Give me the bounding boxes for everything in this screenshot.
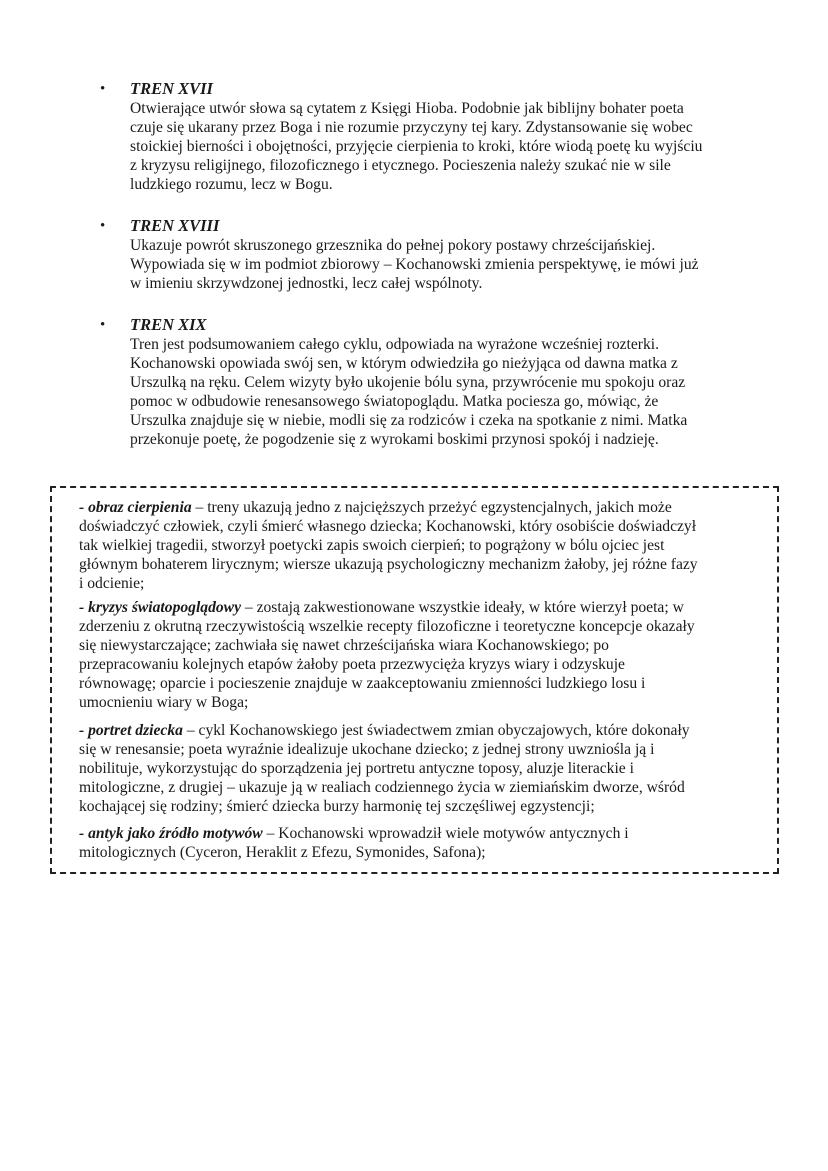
summary-paragraph-portret [79,721,779,816]
tren-description [130,99,760,194]
text-line: się w renesansie; poeta wyraźnie idealizuje ukochane dziecko; z jednej strony uwzniośla ją i [79,741,655,758]
term-definition: – treny ukazują jedno z najcięższych przeżyć egzystencjalnych, jakich może [191,499,672,516]
text-line: pomoc w odbudowie renesansowego światopoglądu. Matka pociesza go, mówiąc, że [130,393,659,410]
summary-box [50,486,779,874]
text-line: zderzeniu z okrutną rzeczywistością wszelkie recepty filozoficzne i teoretyczne koncepcje okazały [79,618,695,635]
tren-title: TREN XVIII [130,216,220,235]
summary-paragraph-obraz-cierpienia [79,498,779,593]
summary-paragraph-kryzys [79,598,779,712]
term: - portret dziecka [79,722,183,739]
term: - antyk jako źródło motywów [79,825,263,842]
text-line: umocnieniu wiary w Boga; [79,694,249,711]
text-line: przekonuje poetę, że pogodzenie się z wyrokami boskimi przynosi spokój i nadzieję. [130,431,659,448]
tren-description [130,335,760,449]
term: - kryzys światopoglądowy [79,599,241,616]
text-line: Kochanowski opowiada swój sen, w którym odwiedziła go nieżyjąca od dawna matka z [130,355,678,372]
text-line: nobilituje, wykorzystując do sporządzenia jej portretu antyczne toposy, aluzje literackie i [79,760,634,777]
text-line: mitologiczne, z drugiej – ukazuje ją w realiach codziennego życia w ziemiańskim dworze, wśród [79,779,685,796]
text-line: przepracowaniu kolejnych etapów żałoby poeta przezwycięża kryzys wiary i odzyskuje [79,656,625,673]
text-line: mitologicznych (Cyceron, Heraklit z Efezu, Symonides, Safona); [79,844,486,861]
text-line: Wypowiada się w im podmiot zbiorowy – Kochanowski zmienia perspektywę, ie mówi już [130,256,699,273]
text-line: czuje się ukarany przez Boga i nie rozumie przyczyny tej kary. Zdystansowanie się wobec [130,119,693,136]
text-line: Ukazuje powrót skruszonego grzesznika do pełnej pokory postawy chrześcijańskiej. [130,237,656,254]
bullet-icon: • [100,218,106,234]
text-line: się niewystarczające; zachwiała się nawet chrześcijańska wiara Kochanowskiego; po [79,637,609,654]
text-line: w imieniu skrzywdzonej jednostki, lecz całej wspólnoty. [130,275,483,292]
term-definition: – cykl Kochanowskiego jest świadectwem zmian obyczajowych, które dokonały [182,722,690,739]
bullet-icon: • [100,317,106,333]
text-line: i odcienie; [79,575,145,592]
text-line: Otwierające utwór słowa są cytatem z Księgi Hioba. Podobnie jak biblijny bohater poeta [130,100,684,117]
bullet-icon: • [100,81,106,97]
text-line [79,598,779,617]
text-line: głównym bohaterem lirycznym; wiersze ukazują psychologiczny mechanizm żałoby, jej różne fazy [79,556,698,573]
tren-description [130,236,760,293]
text-line [79,721,779,740]
tren-title: TREN XVII [130,79,213,98]
term-definition: – zostają zakwestionowane wszystkie ideały, w które wierzył poeta; w [241,599,684,616]
text-line: równowagę; oparcie i pocieszenie znajduje w zaakceptowaniu zmienności ludzkiego losu i [79,675,646,692]
text-line: Urszulka znajduje się w niebie, modli się za rodziców i czeka na spotkanie z nimi. Matka [130,412,688,429]
text-line: doświadczyć człowiek, czyli śmierć własnego dziecka; Kochanowski, który osobiście doświadczył [79,518,697,535]
text-line: ludzkiego rozumu, lecz w Bogu. [130,176,333,193]
tren-title: TREN XIX [130,315,207,334]
text-line: tak wielkiej tragedii, stworzył poetycki zapis swoich cierpień; to pogrążony w bólu ojciec jest [79,537,665,554]
text-line [79,824,779,843]
tren-xviii-item [100,215,760,293]
text-line: kochającej się rodziny; śmierć dziecka burzy harmonię tej szczęśliwej egzystencji; [79,798,595,815]
tren-xix-item [100,314,760,449]
text-line: Urszulką na ręku. Celem wizyty było ukojenie bólu syna, przywrócenie mu spokoju oraz [130,374,686,391]
term: - obraz cierpienia [79,499,192,516]
text-line: Tren jest podsumowaniem całego cyklu, odpowiada na wyrażone wcześniej rozterki. [130,336,660,353]
term-definition: – Kochanowski wprowadził wiele motywów antycznych i [262,825,629,842]
text-line: z kryzysu religijnego, filozoficznego i etycznego. Pocieszenia należy szukać nie w sile [130,157,671,174]
text-line [79,498,779,517]
summary-paragraph-antyk [79,824,779,862]
text-line: stoickiej bierności i obojętności, przyjęcie cierpienia to kroki, które wiodą poetę ku wyjściu [130,138,703,155]
tren-xvii-item [100,78,760,194]
